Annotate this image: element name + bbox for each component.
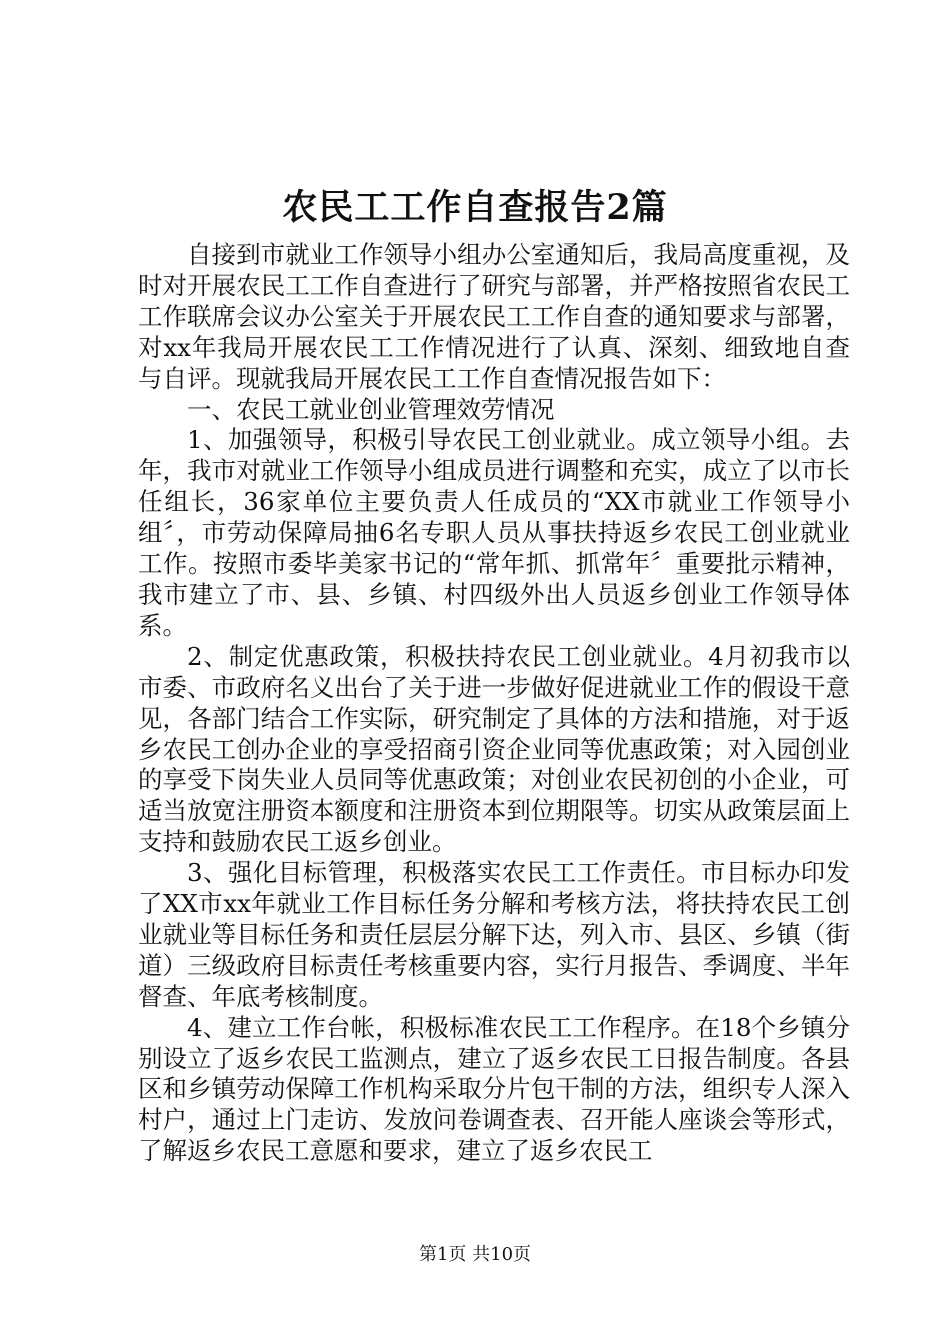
document-body <box>138 240 850 1167</box>
paragraph-item-3: 3、强化目标管理，积极落实农民工工作责任。市目标办印发了XX市xx年就业工作目标任务分解和考核方法，将扶持农民工创业就业等目标任务和责任层层分解下达，列入市、县区、乡镇（街道）三级政府目标责任考核重要内容，实行月报告、季调度、半年督查、年底考核制度。 <box>138 858 850 1011</box>
page-number-footer: 第1页 共10页 <box>418 1244 532 1265</box>
paragraph-item-2: 2、制定优惠政策，积极扶持农民工创业就业。4月初我市以市委、市政府名义出台了关于进一步做好促进就业工作的假设干意见，各部门结合工作实际，研究制定了具体的方法和措施，对于返乡农民工创办企业的享受招商引资企业同等优惠政策；对入园创业的享受下岗失业人员同等优惠政策；对创业农民初创的小企业，可适当放宽注册资本额度和注册资本到位期限等。切实从政策层面上支持和鼓励农民工返乡创业。 <box>138 641 850 857</box>
section-heading: 一、农民工就业创业管理效劳情况 <box>187 394 555 424</box>
paragraph-intro: 自接到市就业工作领导小组办公室通知后，我局高度重视，及时对开展农民工工作自查进行了研究与部署，并严格按照省农民工工作联席会议办公室关于开展农民工工作自查的通知要求与部署，对xx年我局开展农民工工作情况进行了认真、深刻、细致地自查与自评。现就我局开展农民工工作自查情况报告如下： <box>138 240 850 393</box>
paragraph-item-1: 1、加强领导，积极引导农民工创业就业。成立领导小组。去年，我市对就业工作领导小组成员进行调整和充实，成立了以市长任组长，36家单位主要负责人任成员的“XX市就业工作领导小组〞，市劳动保障局抽6名专职人员从事扶持返乡农民工创业就业工作。按照市委毕美家书记的“常年抓、抓常年〞重要批示精神，我市建立了市、县、乡镇、村四级外出人员返乡创业工作领导体系。 <box>138 425 850 640</box>
paragraph-item-4: 4、建立工作台帐，积极标准农民工工作程序。在18个乡镇分别设立了返乡农民工监测点，建立了返乡农民工日报告制度。各县区和乡镇劳动保障工作机构采取分片包干制的方法，组织专人深入村户，通过上门走访、发放问卷调查表、召开能人座谈会等形式，了解返乡农民工意愿和要求，建立了返乡农民工 <box>138 1012 850 1166</box>
document-title: 农民工工作自查报告2篇 <box>282 187 668 228</box>
